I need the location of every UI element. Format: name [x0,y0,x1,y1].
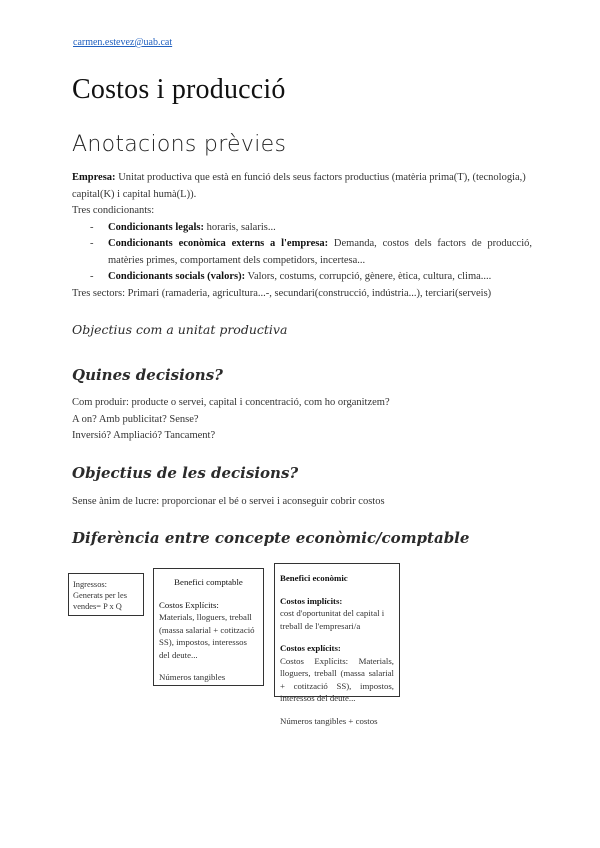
condition-label: Condicionants econòmica externs a l'empresa: [108,238,329,249]
box-title: Benefici econòmic [280,573,348,583]
section-objectius-body [72,494,532,511]
section-heading-diferencia: Diferència entre concepte econòmic/comptable [72,529,470,547]
page-title: Costos i producció [72,74,286,105]
box-footer: Números tangibles + costos [280,715,378,726]
objectius-line: Sense ànim de lucre: proporcionar el bé o servei i aconseguir cobrir costos [72,496,385,507]
costs-label: Costos Explícits: [159,599,219,610]
section-heading-quines-decisions: Quines decisions? [72,366,223,384]
ingressos-box [68,573,144,616]
implicit-costs-label: Costos implícits: [280,595,343,606]
decision-line: A on? Amb publicitat? Sense? [72,413,199,425]
list-dash: - [90,271,94,282]
implicit-costs-text: cost d'oportunitat del capital i treball de l'empresari/a [280,608,385,631]
section-anotacions-body [72,170,532,302]
empresa-text: Unitat productiva que està en funció dels seus factors productius (matèria prima(T), (tecnologia,) capital(K) i capital humà(L)). [72,172,526,200]
explicit-costs-text: Costos Explícits: Materials, lloguers, treball (massa salarial + cotització SS), impostos, interessos del deute... [280,655,394,703]
ingressos-line: Generats per les [73,591,127,600]
list-item [72,220,532,237]
ingressos-line: vendes= P x Q [73,602,122,611]
conditions-list [72,220,532,286]
empresa-paragraph [72,170,532,203]
decision-line: Com produir: producte o servei, capital i concentració, com ho organitzem? [72,397,390,408]
empresa-label: Empresa: [72,172,116,183]
condition-text: Valors, costums, corrupció, gènere, ètica, cultura, clima.... [245,271,492,282]
section-heading-anotacions: Anotacions prèvies [72,132,287,157]
costs-text: Materials, lloguers, treball (massa salarial + cotització SS), impostos, interessos del deute... [159,612,255,660]
benefici-comptable-box [153,568,264,686]
condition-text: Demanda, costos dels factors de producció, matèries primes, comportament dels competidors, incertesa... [108,238,533,266]
list-item [72,236,532,269]
benefici-economic-box [274,563,400,726]
box-footer: Números tangibles [159,672,226,682]
tres-sectors-line: Tres sectors: Primari (ramaderia, agricultura...-, secundari(construcció, indústria...), terciari(serveis) [72,287,492,299]
condition-text: horaris, salaris... [203,221,276,233]
section-decisions-body [72,395,532,445]
ingressos-line: Ingressos: [73,580,107,589]
author-email-link[interactable]: carmen.estevez@uab.cat [73,37,173,48]
decision-line: Inversió? Ampliació? Tancament? [72,430,216,441]
list-item [72,269,532,286]
section-heading-objectius-decisions: Objectius de les decisions? [72,464,299,482]
explicit-costs-label: Costos explícits: [280,643,341,653]
condition-label: Condicionants socials (valors): [108,271,246,282]
condition-label: Condicionants legals: [108,221,204,233]
section-heading-objectius-unitat: Objectius com a unitat productiva [72,322,288,337]
tres-condicionants-line: Tres condicionants: [72,205,155,216]
box-title: Benefici comptable [174,577,243,587]
list-dash: - [90,238,94,249]
list-dash: - [90,221,94,233]
